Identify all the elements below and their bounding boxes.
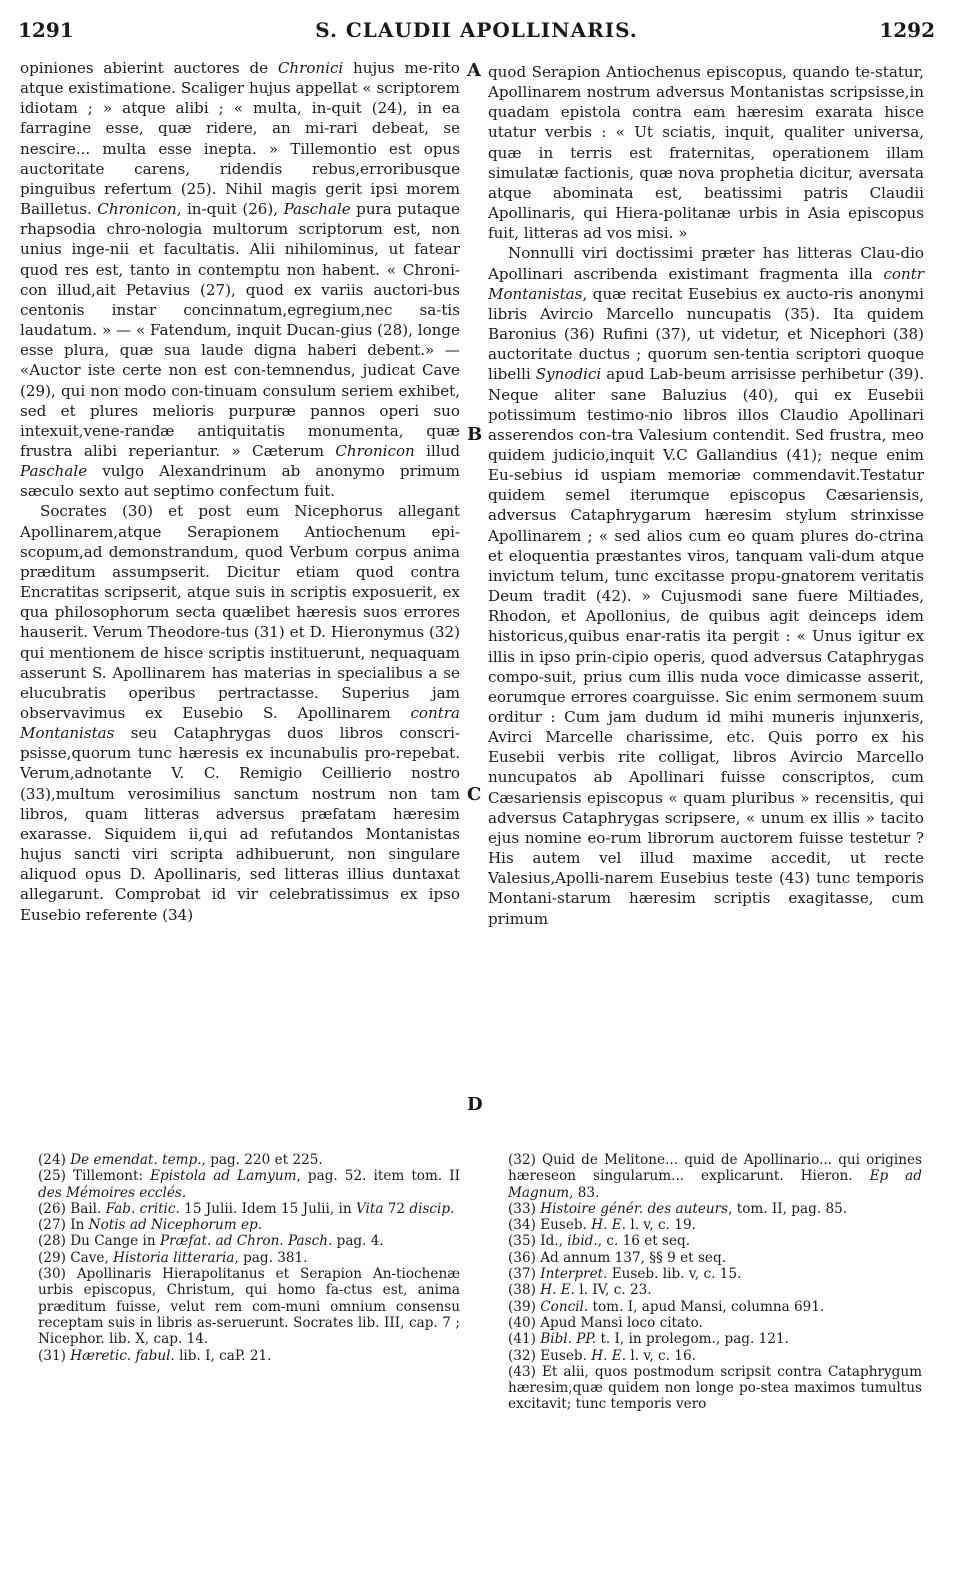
body-paragraph: Socrates (30) et post eum Nicephorus allegant Apollinarem,atque Serapionem Antiochenum epi-scopum,ad demonstrandum, quod Verbum corpus anima præditum assumpserit. Dicitur etiam quod contra Encratitas scripserit, atque suis in scriptis exposuerit, ex qua philosophorum secta quælibet hæresis suos errores hauserit. Verum Theodore-tus (31) et D. Hieronymus (32) qui mentionem de hisce scriptis instituerunt, nequaquam asserunt S. Apollinarem has materias in specialibus a se elucubratis operibus pertractasse. Superius jam observavimus ex Eusebio S. Apollinarem contra Montanistas seu Cataphrygas duos libros conscri-psisse,quorum tunc hæresis ex incunabulis pro-repebat. Verum,adnotante V. C. Remigio Ceillierio nostro (33),multum verosimilius sanctum nostrum non tam libros, quam litteras adversus præfatam hæresim exarasse. Siquidem ii,qui ad refutandos Montanistas hujus sancti viri scripta adhibuerunt, non singulare aliquod opus D. Apollinaris, sed litteras illius duntaxat allegarunt. Comprobat id vir celebratissimus ex ipso Eusebio referente (34) (20, 502, 460, 924)
footnote: (43) Et alii, quos postmodum scripsit contra Cataphrygum hæresim,quæ quidem non longe po-stea maximos tumultus excitavit; tunc temporis vero (508, 1363, 922, 1413)
margin-letter-c: C (467, 784, 482, 805)
footnote: (30) Apollinaris Hierapolitanus et Serapion An-tiochenæ urbis episcopus, Christum, qui homo fa-ctus est, anima præditum fuisse, velut rem com-muni omnium consensu receptam suis in libris as-seruerunt. Socrates lib. III, cap. 7 ; Nicephor. lib. X, cap. 14. (38, 1266, 460, 1348)
left-footnotes (22, 1152, 460, 1364)
footnote: (33) Histoire génér. des auteurs, tom. II, pag. 85. (508, 1200, 848, 1217)
footnote: (24) De emendat. temp., pag. 220 et 225. (38, 1152, 323, 1168)
body-paragraph: Nonnulli viri doctissimi præter has litteras Clau-dio Apollinari ascribenda existimant fragmenta illa contr Montanistas, quæ recitat Eusebius ex aucto-ris anonymi libris Avircio Marcello nuncupatis (35). Ita quidem Baronius (36) Rufini (37), ut videtur, et Nicephori (38) auctoritate ductus ; quorum sen-tentia scriptori quoque libelli Synodici apud Lab-beum arrisisse perhibetur (39). Neque aliter sane Baluzius (40), qui ex Eusebii potissimum testimo-nio libros illos Claudio Apollinari asserendos con-tra Valesium contendit. Sed frustra, meo quidem judicio,inquit V.C Gallandius (41); neque enim Eu-sebius id uspiam memoriæ commendavit.Testatur quidem semel iterumque episcopus Cæsariensis, adversus Cataphrygarum hæresim stylum strinxisse Apollinarem ; « sed alios cum eo quam plures do-ctrina et eloquentia præstantes viros, tanquam vali-dum atque invictum telum, tunc excitasse propu-gnatorem veritatis Deum tradit (42). » Cujusmodi sane fuere Miltiades, Rhodon, et Apollonius, de quibus agit deinceps idem historicus,quibus enar-ratis ita pergit : « Unus igitur ex illis in ipso prin-cipio operis, quod adversus Cataphrygas compo-suit, prius cum illis nuda voce dimicasse asserit, eorumque errores coarguisse. Sic enim sermonem suum orditur : Cum jam dudum id mihi muneris injunxeris, Avirci Marcelle charissime, etc. Quis porro ex his Eusebii verbis rite colligat, libros Avircio Marcello nuncupatos ab Apollinari fuisse conscriptos, cum Cæsariensis episcopus « quam pluribus » recensitis, qui adversus Cataphrygas scripsere, « unum ex illis » tacito ejus nomine eo-rum librorum auctorem fuisse testetur ? His autem vel illud maxime accedit, ut recte Valesius,Apolli-narem Eusebius teste (43) tunc temporis Montani-starum hæresim scriptis exagitasse, cum primum (488, 244, 925, 928)
left-text-column (20, 58, 460, 925)
footnote: (25) Tillemont: Epistola ad Lamyum, pag. 52. item tom. II des Mémoires ecclés. (38, 1168, 461, 1201)
footnote: (38) H. E. l. IV, c. 23. (508, 1282, 652, 1299)
right-text-column (488, 62, 924, 929)
footnote: (31) Hæretic. fabul. lib. I, caP. 21. (38, 1347, 272, 1364)
footnote: (40) Apud Mansi loco citato. (508, 1314, 703, 1331)
footnote: (41) Bibl. PP. t. I, in prolegom., pag. 121. (508, 1331, 789, 1348)
footnote: (32) Euseb. H. E. l. v, c. 16. (508, 1347, 696, 1364)
margin-letter-d: D (467, 1094, 483, 1115)
footnote: (39) Concil. tom. I, apud Mansi, columna 691. (508, 1298, 825, 1315)
margin-letter-b: B (467, 424, 483, 445)
footnote: (32) Quid de Melitone... quid de Apollinario... qui origines hæreseon singularum... explicarunt. Hieron. Ep ad Magnum, 83. (508, 1152, 922, 1201)
page-header (18, 18, 935, 48)
running-title: S. CLAUDII APOLLINARIS. (315, 18, 638, 42)
footnote: (26) Bail. Fab. critic. 15 Julii. Idem 15 Julii, in Vita 72 discip. (38, 1200, 455, 1217)
page-number-left: 1291 (18, 18, 74, 42)
footnote: (29) Cave, Historia litteraria, pag. 381. (38, 1249, 308, 1266)
body-paragraph: opiniones abierint auctores de Chronici hujus me-rito atque existimatione. Scaliger hujus appellat « scriptorem idiotam ; » atque alibi ; « multa, in-quit (24), in ea farragine esse, quæ ridere, an mi-rari debeat, se nescire... multa esse inepta. » Tillemontio est opus auctoritate carens, ridendis rebus,erroribusque pinguibus refertum (25). Nihil magis gerit ipsi morem Bailletus. Chronicon, in-quit (26), Paschale pura putaque rhapsodia chro-nologia multorum scriptorum est, non unius inge-nii et facultatis. Alii nihilominus, ut fatear quod res est, tanto in contemptu non habent. « Chroni-con illud,ait Petavius (27), quod ex variis auctori-bus centonis instar concinnatum,egregium,nec sa-tis laudatum. » — « Fatendum, inquit Ducan-gius (28), longe esse plura, quæ sua laude digna haberi debent.» — «Auctor iste certe non est con-temnendus, judicat Cave (29), qui non modo con-tinuam consulum seriem exhibet, sed et plures melioris purpuræ pannos operi suo intexuit,vene-randæ antiquitatis monumenta, quæ frustra alibi reperiantur. » Cæterum Chronicon illud Paschale vulgo Alexandrinum ab anonymo primum sæculo sexto aut septimo confectum fuit. (20, 59, 460, 501)
page-number-right: 1292 (879, 18, 935, 42)
footnote: (37) Interpret. Euseb. lib. v, c. 15. (508, 1266, 742, 1283)
footnote: (34) Euseb. H. E. l. v, c. 19. (508, 1217, 696, 1234)
margin-letter-a: A (467, 60, 481, 81)
footnote: (35) Id., ibid., c. 16 et seq. (508, 1233, 691, 1250)
footnote: (27) In Notis ad Nicephorum ep. (38, 1217, 263, 1234)
footnote: (36) Ad annum 137, §§ 9 et seq. (508, 1249, 726, 1266)
body-paragraph: quod Serapion Antiochenus episcopus, quando te-statur, Apollinarem nostrum adversus Montanistas scripsisse,in quadam epistola contra eam hæresim exarata hisce utatur verbis : « Ut sciatis, inquit, qualiter universa, quæ in terris est fraternitas, operationem illam simulatæ factionis, quæ nova prophetia dicitur, aversata atque abominata est, beatissimi patris Claudii Apollinaris, qui Hiera-politanæ urbis in Asia episcopus fuit, litteras ad vos misi. » (488, 63, 924, 243)
right-footnotes (492, 1152, 922, 1413)
footnote: (28) Du Cange in Præfat. ad Chron. Pasch. pag. 4. (38, 1233, 384, 1250)
